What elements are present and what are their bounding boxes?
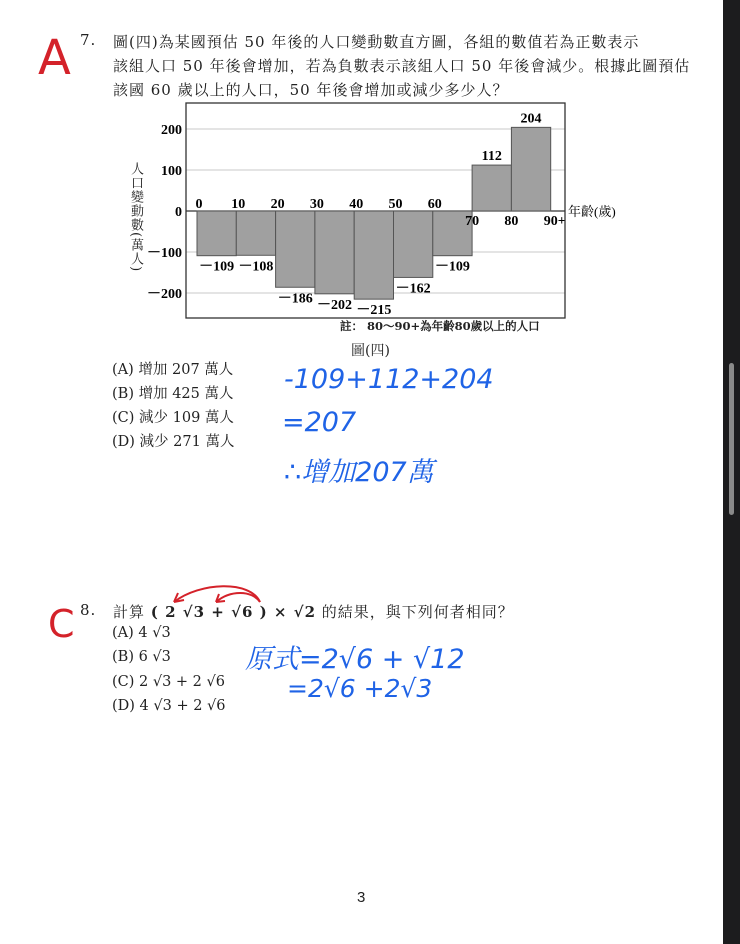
- bar: [236, 211, 275, 255]
- bar: [394, 211, 433, 277]
- x-tick-label: 20: [270, 197, 285, 212]
- bar-value-label: －186: [277, 291, 313, 307]
- grade-mark-a: A: [38, 30, 71, 86]
- handwriting-q7-line3: ∴增加207萬: [284, 457, 434, 488]
- bar: [197, 211, 236, 256]
- bar: [511, 127, 550, 211]
- bar-value-label: －202: [317, 297, 353, 313]
- question-7-line2: 該組人口 50 年後會增加，若為負數表示該組人口 50 年後會減少。根據此圖預估: [113, 57, 691, 75]
- handwriting-q7-line2: =207: [282, 407, 357, 438]
- x-tick-label: 60: [427, 197, 442, 212]
- handwriting-q8-line2: =2√6 +2√3: [287, 674, 433, 703]
- question-7-number: 7.: [80, 31, 97, 49]
- handwriting-q8-line1: 原式=2√6 + √12: [245, 644, 465, 675]
- question-8-text: [113, 601, 514, 622]
- bar-value-label: －108: [238, 259, 274, 275]
- q8-option-d: (D) 4 √3 + 2 √6: [112, 698, 226, 714]
- question-8-expression: ( 2 √3 + √6 ) × √2: [150, 603, 317, 621]
- x-tick-label: 40: [349, 197, 364, 212]
- bar: [472, 165, 511, 211]
- question-8-number: 8.: [80, 601, 97, 619]
- y-tick-label: 200: [161, 123, 182, 138]
- page-number: 3: [357, 889, 366, 906]
- scrollbar-track[interactable]: [723, 0, 740, 944]
- bar: [315, 211, 354, 294]
- q8-option-a: (A) 4 √3: [112, 625, 171, 641]
- x-tick-label: 70: [465, 214, 480, 229]
- q7-option-d: (D) 減少 271 萬人: [112, 434, 235, 450]
- bar: [276, 211, 315, 287]
- y-tick-label: 0: [175, 205, 182, 220]
- y-tick-label: 100: [161, 164, 182, 179]
- question-7-line3: 該國 60 歲以上的人口，50 年後會增加或減少多少人？: [113, 81, 509, 99]
- q8-option-c: (C) 2 √3 + 2 √6: [112, 674, 225, 690]
- q7-option-a: (A) 增加 207 萬人: [112, 362, 234, 378]
- bar-value-label: －109: [199, 259, 235, 275]
- q8-option-b: (B) 6 √3: [112, 649, 171, 665]
- y-tick-label: －100: [147, 246, 182, 261]
- chart-caption: 圖(四): [351, 343, 390, 359]
- question-8-suffix: 的結果，與下列何者相同？: [316, 603, 514, 621]
- x-tick-label: 30: [309, 197, 324, 212]
- x-tick-label: 80: [504, 214, 519, 229]
- histogram-chart: [110, 100, 630, 340]
- handwriting-q7-line1: -109+112+204: [284, 364, 494, 395]
- bar-value-label: －215: [356, 303, 392, 319]
- q7-option-c: (C) 減少 109 萬人: [112, 410, 234, 426]
- q7-option-b: (B) 增加 425 萬人: [112, 386, 234, 402]
- bar: [354, 211, 393, 299]
- chart-y-axis-label: 人口變動數(萬人): [128, 162, 143, 273]
- question-7-line1: 圖(四)為某國預估 50 年後的人口變動數直方圖，各組的數值若為正數表示: [113, 33, 640, 51]
- bar-value-label: 204: [520, 111, 542, 127]
- scrollbar-thumb[interactable]: [729, 363, 734, 515]
- bar-value-label: －109: [434, 259, 470, 275]
- question-8-prefix: 計算: [113, 603, 146, 621]
- grade-mark-c: C: [48, 602, 75, 646]
- x-tick-label: 90+: [543, 214, 566, 229]
- bar-value-label: －162: [395, 281, 431, 297]
- y-tick-label: －200: [147, 287, 182, 302]
- bar-value-label: 112: [481, 149, 502, 165]
- x-tick-label: 0: [195, 197, 203, 212]
- chart-note: 註： 80～90+為年齡80歲以上的人口: [340, 319, 540, 333]
- x-tick-label: 10: [231, 197, 246, 212]
- chart-x-axis-label: 年齡(歲): [568, 204, 616, 219]
- x-tick-label: 50: [388, 197, 403, 212]
